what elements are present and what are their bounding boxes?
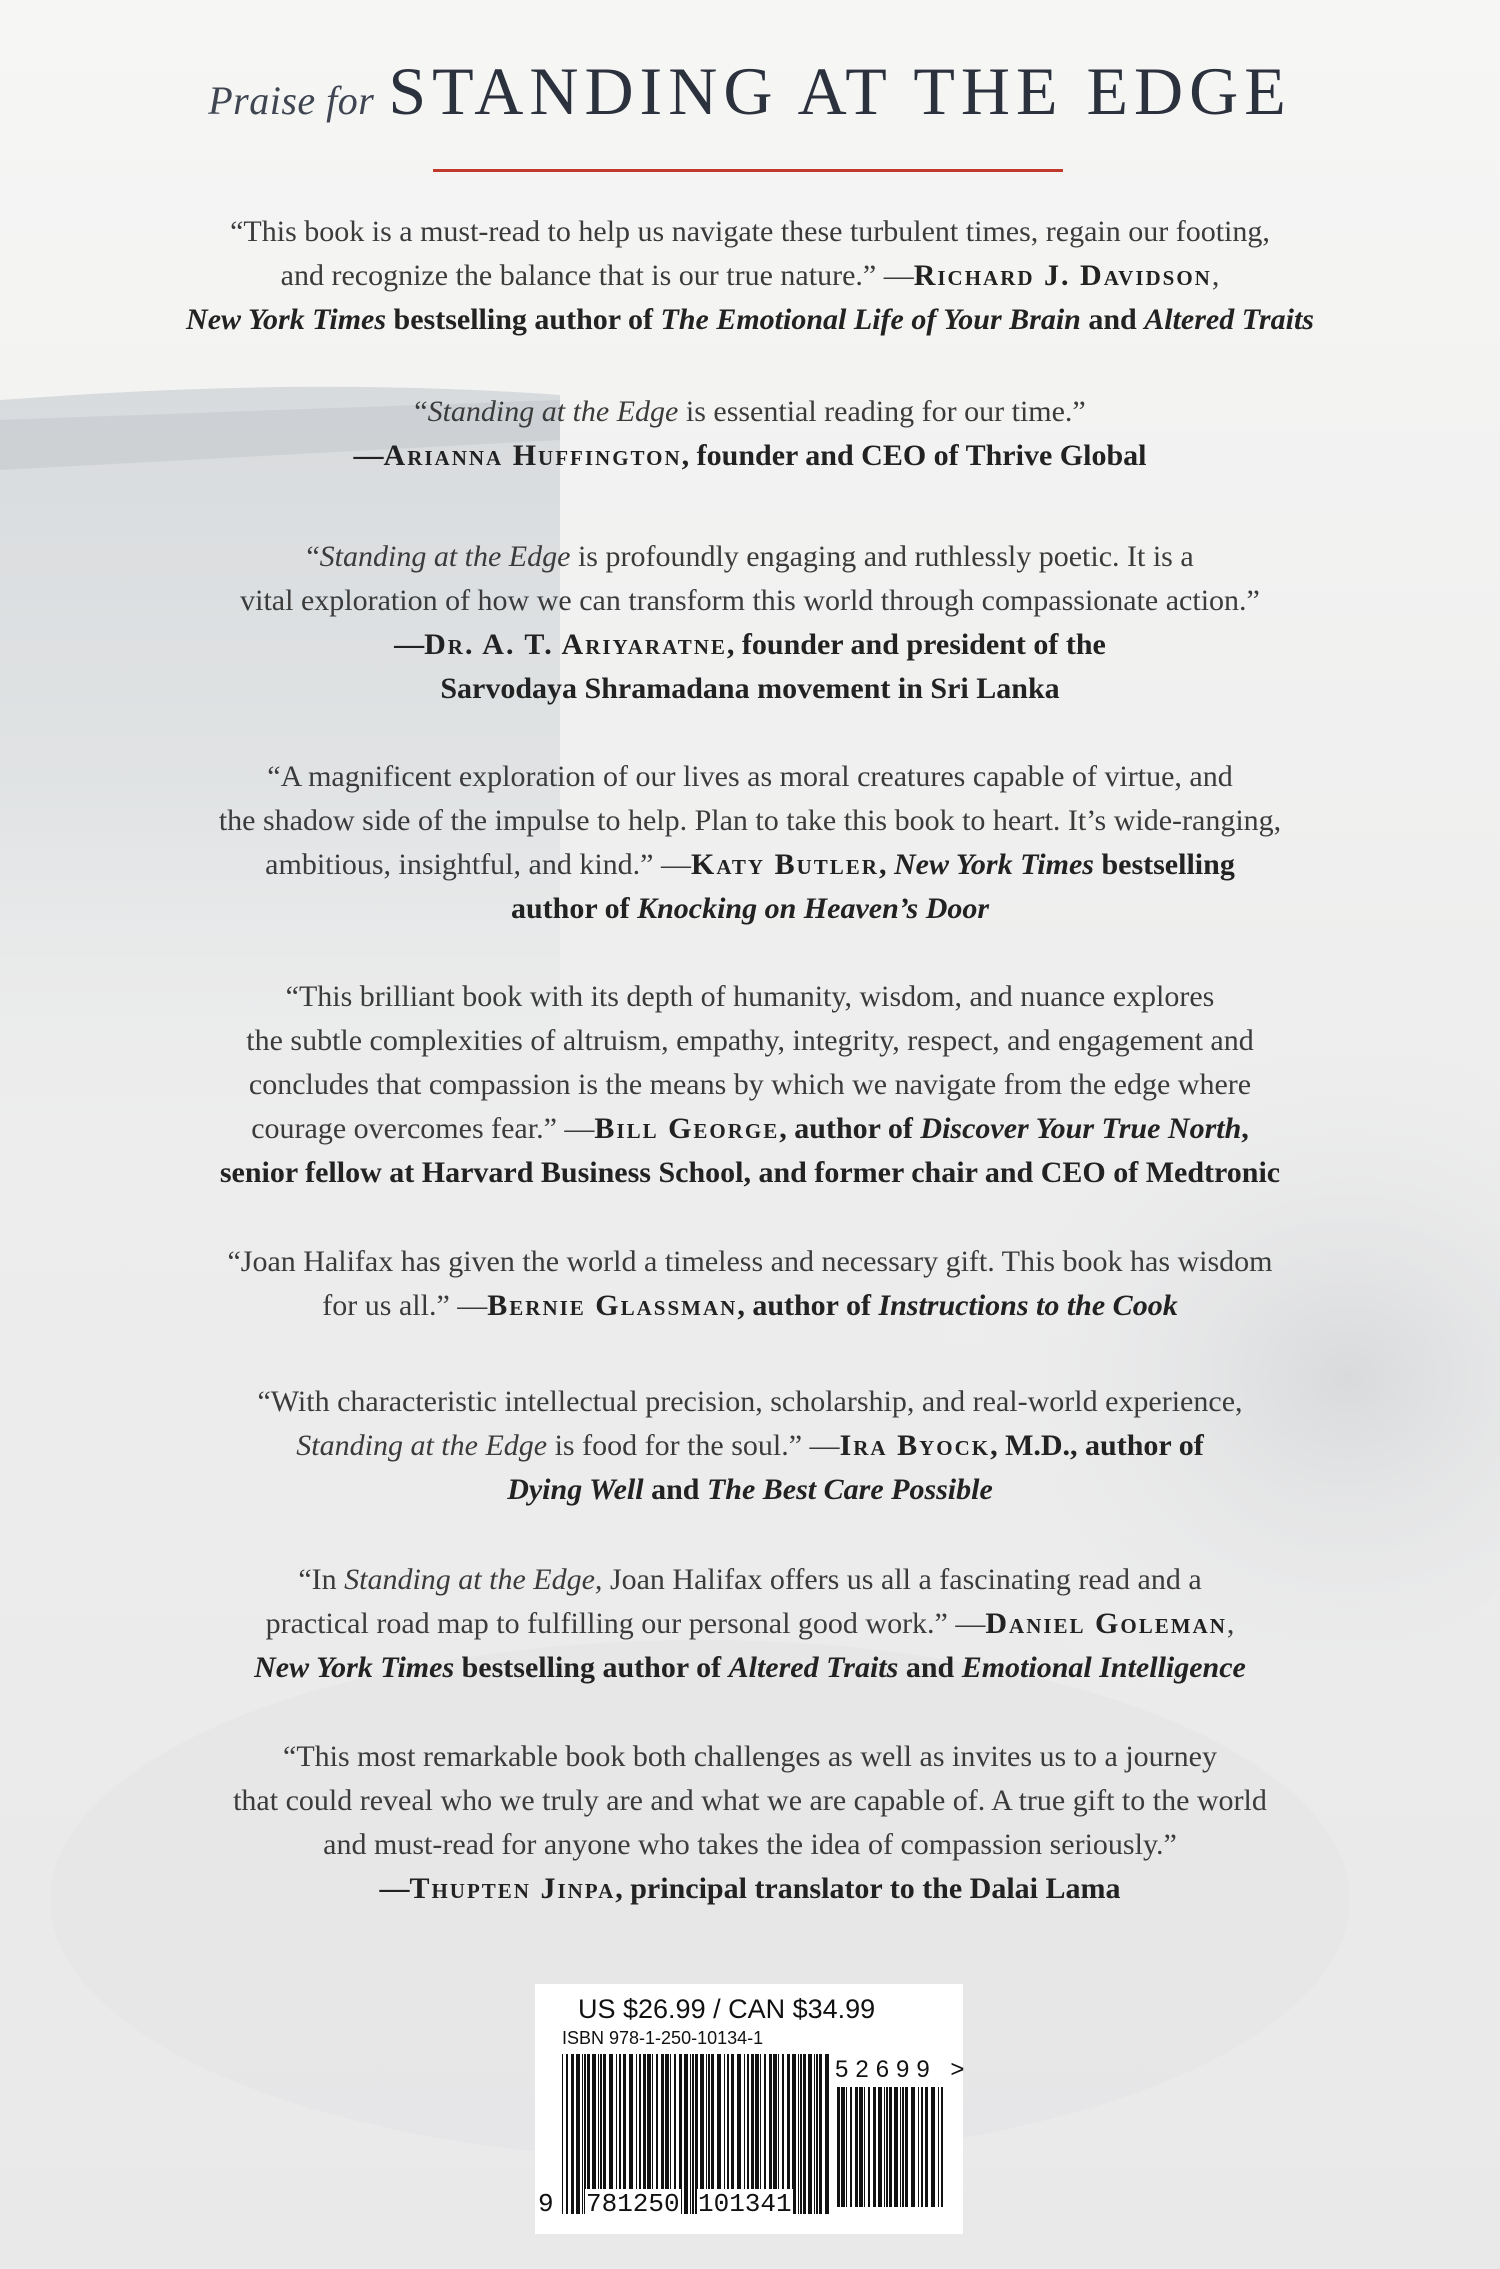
attribution-name: Daniel Goleman (985, 1607, 1227, 1640)
barcode-bar (841, 2087, 845, 2207)
blurb-text: The Emotional Life of Your Brain (660, 303, 1081, 336)
barcode-bar (692, 2054, 694, 2214)
barcode-bar (798, 2054, 799, 2214)
blurb-text: and (643, 1473, 707, 1506)
barcode-bar (902, 2087, 904, 2207)
blurb-line (120, 1558, 1380, 1602)
barcode-bar (884, 2087, 885, 2207)
barcode-bar (868, 2087, 870, 2207)
praise-blurb (120, 535, 1380, 711)
blurb-line (120, 254, 1380, 298)
barcode-bar (855, 2087, 858, 2207)
book-title: STANDING AT THE EDGE (388, 53, 1292, 129)
blurb-text: practical road map to fulfilling our personal good work.” — (265, 1607, 986, 1640)
barcode-bar (825, 2054, 829, 2214)
blurb-line (120, 843, 1380, 887)
blurb-text: and recognize the balance that is our true nature.” — (280, 259, 914, 292)
blurb-line (120, 623, 1380, 667)
blurb-text: Standing at the Edge (319, 540, 571, 573)
pre-title: Praise for (208, 78, 375, 123)
price-addon-barcode (835, 2087, 945, 2207)
praise-blurb (120, 975, 1380, 1195)
barcode-bar (684, 2054, 688, 2214)
blurb-text: , (1226, 1607, 1235, 1640)
blurb-text: is essential reading for our time.” (678, 395, 1086, 428)
attribution-name: Dr. A. T. Ariyaratne (424, 628, 727, 661)
blurb-text: and (898, 1651, 962, 1684)
blurb-text: Knocking on Heaven’s Door (637, 892, 990, 925)
blurb-text: — (394, 628, 425, 661)
blurb-line (120, 1063, 1380, 1107)
blurb-text: the subtle complexities of altruism, empathy, integrity, respect, and engagement and (246, 1024, 1254, 1057)
barcode-bar (894, 2087, 898, 2207)
barcode-bar (850, 2087, 852, 2207)
blurb-text: “ (414, 395, 428, 428)
blurb-line (120, 1284, 1380, 1328)
blurb-text: Standing at the Edge (296, 1429, 548, 1462)
barcode-bar (582, 2054, 583, 2214)
blurb-line (120, 1151, 1380, 1195)
blurb-text: “A magnificent exploration of our lives as moral creatures capable of virtue, and (267, 760, 1233, 793)
blurb-line (120, 1424, 1380, 1468)
attribution-name: Katy Butler (690, 848, 879, 881)
blurb-line (120, 434, 1380, 478)
blurb-text: Standing at the Edge, (344, 1563, 603, 1596)
blurb-line (120, 667, 1380, 711)
blurb-text: New York Times (254, 1651, 455, 1684)
blurb-text: Dying Well (507, 1473, 644, 1506)
barcode-bar (690, 2054, 691, 2214)
blurb-text: “This brilliant book with its depth of humanity, wisdom, and nuance explores (285, 980, 1215, 1013)
attribution-name: Arianna Huffington (383, 439, 682, 472)
attribution-name: Bill George (594, 1112, 780, 1145)
blurb-text: “With characteristic intellectual precision, scholarship, and real-world experience, (257, 1385, 1243, 1418)
barcode-bar (931, 2087, 935, 2207)
blurb-text: Standing at the Edge (427, 395, 679, 428)
blurb-text: Altered Traits (1144, 303, 1314, 336)
attribution-name: Thupten Jinpa (409, 1872, 616, 1905)
barcode-bar (938, 2087, 939, 2207)
barcode-bar (576, 2054, 580, 2214)
blurb-text: New York Times (893, 848, 1094, 881)
blurb-text: The Best Care Possible (706, 1473, 993, 1506)
attribution-name: Ira Byock (839, 1429, 991, 1462)
blurb-text: , author of (737, 1289, 879, 1322)
blurb-text: concludes that compassion is the means by which we navigate from the edge where (248, 1068, 1252, 1101)
blurb-text: , (1211, 259, 1220, 292)
blurb-text: — (353, 439, 384, 472)
blurb-line (120, 1380, 1380, 1424)
barcode-bar (864, 2087, 865, 2207)
blurb-text: , principal translator to the Dalai Lama (615, 1872, 1121, 1905)
barcode-bar (808, 2054, 812, 2214)
blurb-text: senior fellow at Harvard Business School, and former chair and CEO of Medtronic (219, 1156, 1281, 1189)
blurb-text: , author of (779, 1112, 921, 1145)
isbn-label: ISBN 978-1-250-10134-1 (562, 2028, 764, 2048)
attribution-name: Richard J. Davidson (913, 259, 1212, 292)
blurb-line (120, 1823, 1380, 1867)
barcode-bar (859, 2087, 863, 2207)
barcode-bar (941, 2087, 943, 2207)
blurb-text: Instructions to the Cook (878, 1289, 1178, 1322)
blurb-line (120, 799, 1380, 843)
blurb-line (120, 1867, 1380, 1911)
praise-blurb (120, 1380, 1380, 1512)
blurb-text: Discover Your True North (920, 1112, 1242, 1145)
barcode-bar (814, 2054, 815, 2214)
blurb-text: ambitious, insightful, and kind.” — (265, 848, 691, 881)
blurb-text: vital exploration of how we can transform this world through compassionate action.” (240, 584, 1260, 617)
barcode-bar (911, 2087, 915, 2207)
blurb-text: Sarvodaya Shramadana movement in Sri Lanka (440, 672, 1060, 705)
blurb-text: and must-read for anyone who takes the idea of compassion seriously.” (323, 1828, 1177, 1861)
blurb-line (120, 1779, 1380, 1823)
blurb-text: “ (306, 540, 320, 573)
blurb-text: is profoundly engaging and ruthlessly poetic. It is a (570, 540, 1194, 573)
praise-blurb (120, 1240, 1380, 1328)
barcode-bar (562, 2054, 563, 2214)
blurb-line (120, 1735, 1380, 1779)
barcode-bar (571, 2054, 574, 2214)
blurb-text: , (878, 848, 894, 881)
blurb-line (120, 1019, 1380, 1063)
blurb-text: bestselling author of (454, 1651, 729, 1684)
blurb-text: , (1241, 1112, 1249, 1145)
barcode-bar (889, 2087, 892, 2207)
blurb-line (120, 1646, 1380, 1690)
attribution-name: Bernie Glassman (487, 1289, 738, 1322)
blurb-text: “Joan Halifax has given the world a timeless and necessary gift. This book has wisdom (227, 1245, 1273, 1278)
blurb-text: and (1080, 303, 1145, 336)
blurb-text: for us all.” — (322, 1289, 488, 1322)
ean-digits-right: 101341 (698, 2189, 792, 2219)
blurb-line (120, 535, 1380, 579)
barcode-bar (800, 2054, 802, 2214)
blurb-text: that could reveal who we truly are and what we are capable of. A true gift to the world (233, 1784, 1267, 1817)
blurb-text: “In (298, 1563, 345, 1596)
addon-digits: 52699 > (835, 2056, 972, 2083)
barcode-bar (878, 2087, 882, 2207)
blurb-text: Emotional Intelligence (961, 1651, 1246, 1684)
barcode-bar (886, 2087, 888, 2207)
barcode-bar (873, 2087, 876, 2207)
blurb-text: , founder and president of the (726, 628, 1106, 661)
blurb-text: , founder and CEO of Thrive Global (681, 439, 1147, 472)
blurb-text: courage overcomes fear.” — (251, 1112, 595, 1145)
barcode-bar (900, 2087, 901, 2207)
price-barcode-box (535, 1984, 972, 2234)
blurb-line (120, 887, 1380, 931)
blurb-text: is food for the soul.” — (547, 1429, 840, 1462)
blurb-text: Joan Halifax offers us all a fascinating read and a (602, 1563, 1202, 1596)
blurb-line (120, 579, 1380, 623)
blurb-line (120, 1602, 1380, 1646)
blurb-text: bestselling (1093, 848, 1235, 881)
blurb-text: “This book is a must-read to help us navigate these turbulent times, regain our footing, (230, 215, 1270, 248)
barcode-bar (566, 2054, 568, 2214)
blurb-text: , M.D., author of (990, 1429, 1204, 1462)
barcode-bar (846, 2087, 847, 2207)
blurb-text: author of (510, 892, 638, 925)
blurb-text: bestselling author of (386, 303, 661, 336)
ean-digits-left: 781250 (586, 2189, 680, 2219)
barcode-bar (819, 2054, 822, 2214)
title-divider (433, 169, 1063, 172)
blurb-line (120, 975, 1380, 1019)
blurb-text: New York Times (186, 303, 387, 336)
blurb-line (120, 755, 1380, 799)
barcode-bar (803, 2054, 806, 2214)
blurb-text: “This most remarkable book both challenges as well as invites us to a journey (283, 1740, 1217, 1773)
praise-blurb (120, 390, 1380, 478)
blurb-line (120, 298, 1380, 342)
barcode-bar (925, 2087, 928, 2207)
price-label: US $26.99 / CAN $34.99 (578, 1994, 876, 2024)
page-title (0, 52, 1500, 131)
blurb-line (120, 1107, 1380, 1151)
blurb-line (120, 1240, 1380, 1284)
blurb-line (120, 210, 1380, 254)
barcode-bar (918, 2087, 919, 2207)
barcode-bar (921, 2087, 923, 2207)
blurb-text: Altered Traits (728, 1651, 899, 1684)
ean-digit-prefix: 9 (538, 2189, 554, 2219)
praise-blurb (120, 1735, 1380, 1911)
barcode-bar (816, 2054, 818, 2214)
praise-blurb (120, 1558, 1380, 1690)
barcode-bar (837, 2087, 840, 2207)
blurb-text: the shadow side of the impulse to help. Plan to take this book to heart. It’s wide-ranging, (218, 804, 1282, 837)
praise-blurb (120, 210, 1380, 342)
barcode-bar (905, 2087, 908, 2207)
blurb-text: — (379, 1872, 410, 1905)
blurb-line (120, 390, 1380, 434)
praise-blurb (120, 755, 1380, 931)
blurb-line (120, 1468, 1380, 1512)
